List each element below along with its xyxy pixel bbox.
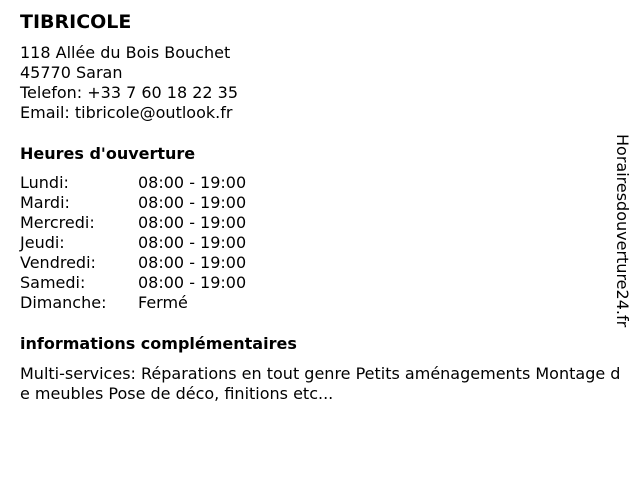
hours-value: 08:00 - 19:00: [138, 193, 247, 212]
hours-value: 08:00 - 19:00: [138, 273, 247, 292]
hours-row-monday: [20, 173, 246, 193]
hours-value: 08:00 - 19:00: [138, 253, 247, 272]
hours-row-sunday: [20, 293, 246, 313]
additional-info-text: Multi-services: Réparations en tout genre Petits aménagements Montage de meubles Pose de déco, finitions etc...: [20, 364, 621, 403]
day-label: Lundi:: [20, 173, 69, 192]
address-city: 45770 Saran: [20, 63, 123, 82]
hours-row-saturday: [20, 273, 246, 293]
hours-value: 08:00 - 19:00: [138, 213, 247, 232]
phone-number[interactable]: Telefon: +33 7 60 18 22 35: [20, 83, 239, 102]
hours-row-tuesday: [20, 193, 246, 213]
day-label: Samedi:: [20, 273, 86, 292]
hours-row-wednesday: [20, 213, 246, 233]
day-label: Mercredi:: [20, 213, 95, 232]
day-label: Dimanche:: [20, 293, 107, 312]
email-address[interactable]: Email: tibricole@outlook.fr: [20, 103, 233, 122]
day-label: Vendredi:: [20, 253, 96, 272]
opening-hours-title: Heures d'ouverture: [20, 144, 196, 163]
business-address: [20, 43, 238, 123]
address-street: 118 Allée du Bois Bouchet: [20, 43, 231, 62]
hours-value: 08:00 - 19:00: [138, 233, 247, 252]
hours-row-friday: [20, 253, 246, 273]
hours-value: 08:00 - 19:00: [138, 173, 247, 192]
day-label: Jeudi:: [20, 233, 65, 252]
opening-hours-table: [20, 173, 246, 313]
hours-row-thursday: [20, 233, 246, 253]
day-label: Mardi:: [20, 193, 70, 212]
site-watermark: Horairesdouverture24.fr: [613, 134, 632, 328]
business-name: TIBRICOLE: [20, 11, 132, 33]
additional-info-title: informations complémentaires: [20, 334, 297, 353]
hours-value: Fermé: [138, 293, 188, 312]
